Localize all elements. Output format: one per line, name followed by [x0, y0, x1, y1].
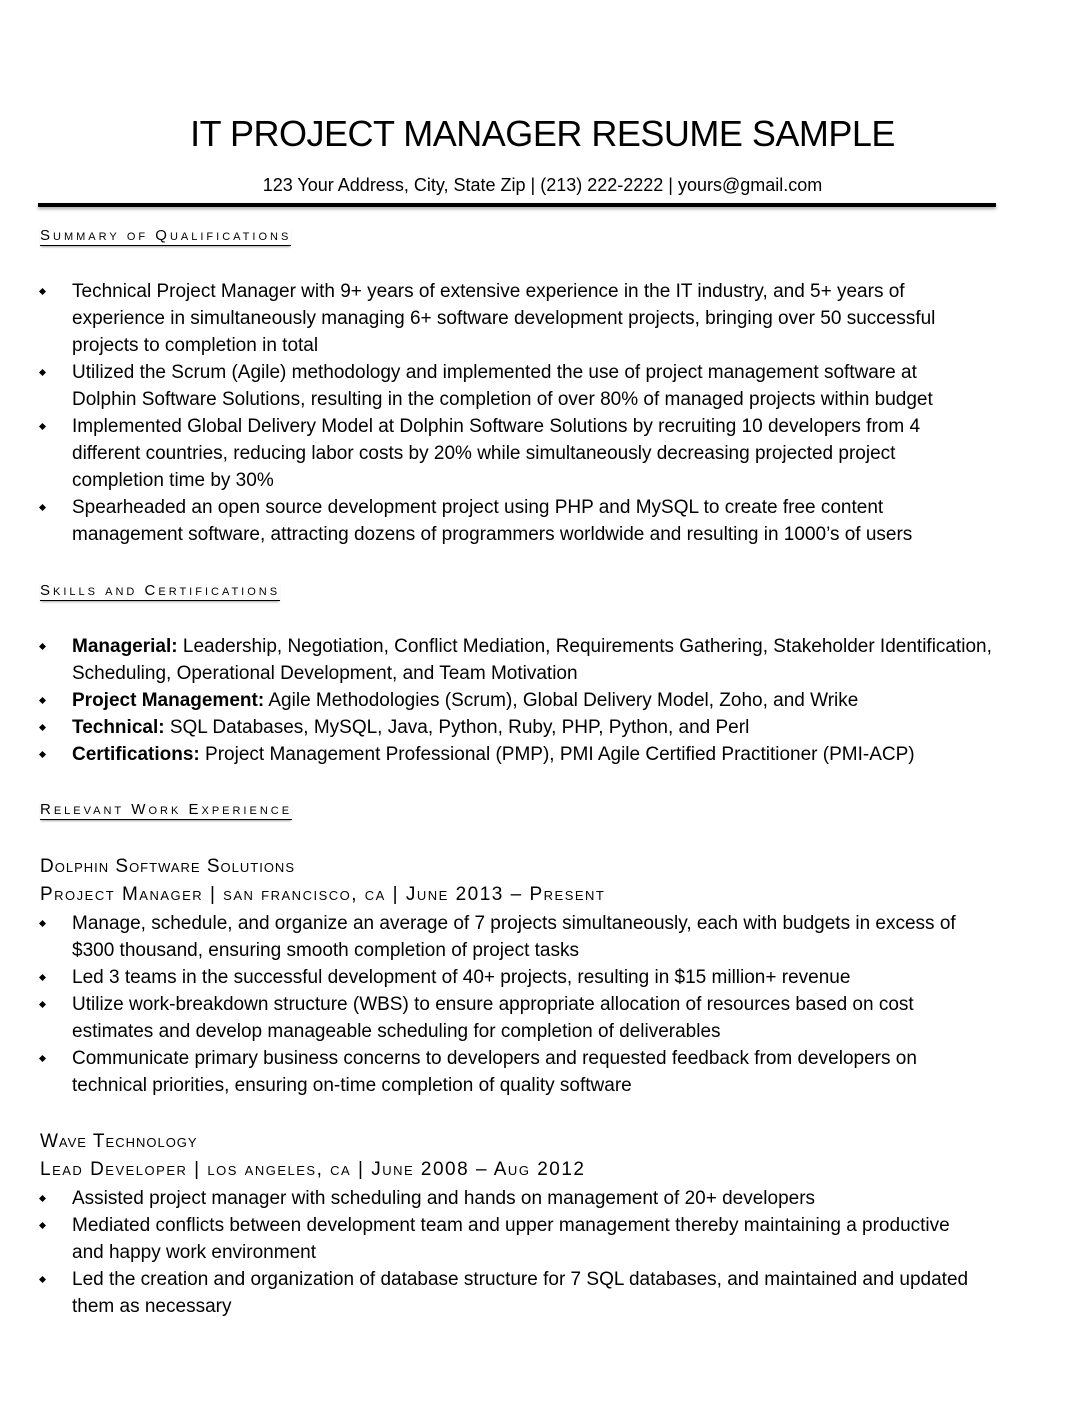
section-heading-experience-text: Relevant Work Experience	[40, 801, 293, 818]
summary-list	[72, 278, 935, 548]
skill-label: Managerial:	[72, 636, 178, 657]
job-role-line: Lead Developer | los angeles, ca | June 2008 – Aug 2012	[40, 1159, 586, 1180]
list-item: Technical Project Manager with 9+ years of extensive experience in the IT industry, and 5+ years of	[72, 278, 935, 305]
diamond-bullet-icon	[39, 920, 46, 927]
diamond-bullet-icon	[39, 1001, 46, 1008]
list-item-continuation: projects to completion in total	[72, 335, 319, 356]
section-heading-skills-text: Skills and Certifications	[40, 582, 281, 599]
list-item-continuation: Scheduling, Operational Development, and Team Motivation	[72, 663, 578, 684]
list-item-continuation: $300 thousand, ensuring smooth completion of project tasks	[72, 940, 579, 961]
section-heading-skills	[40, 581, 280, 601]
list-item: Certifications: Project Management Professional (PMP), PMI Agile Certified Practitioner (PMI-ACP)	[72, 741, 992, 768]
skill-label: Project Management:	[72, 690, 265, 711]
skill-label: Certifications:	[72, 744, 200, 765]
list-item-continuation: completion time by 30%	[72, 470, 274, 491]
list-item-continuation: experience in simultaneously managing 6+ software development projects, bringing over 50 successful	[72, 308, 936, 329]
list-item: Technical: SQL Databases, MySQL, Java, Python, Ruby, PHP, Python, and Perl	[72, 714, 992, 741]
list-item-continuation: different countries, reducing labor costs by 20% while simultaneously decreasing projected project	[72, 443, 896, 464]
list-item: Utilize work-breakdown structure (WBS) to ensure appropriate allocation of resources based on cost	[72, 991, 956, 1018]
list-item: Assisted project manager with scheduling and hands on management of 20+ developers	[72, 1185, 968, 1212]
diamond-bullet-icon	[39, 423, 46, 430]
resume-title: IT PROJECT MANAGER RESUME SAMPLE	[190, 113, 895, 154]
list-item: Communicate primary business concerns to developers and requested feedback from developers on	[72, 1045, 956, 1072]
list-item: Mediated conflicts between development team and upper management thereby maintaining a productive	[72, 1212, 968, 1239]
list-item: Manage, schedule, and organize an average of 7 projects simultaneously, each with budgets in excess of	[72, 910, 956, 937]
section-heading-experience	[40, 800, 292, 820]
company-name: Wave Technology	[40, 1131, 198, 1152]
diamond-bullet-icon	[39, 288, 46, 295]
diamond-bullet-icon	[39, 697, 46, 704]
diamond-bullet-icon	[39, 504, 46, 511]
list-item: Managerial: Leadership, Negotiation, Conflict Mediation, Requirements Gathering, Stakeholder Identification,	[72, 633, 992, 660]
list-item: Led 3 teams in the successful development of 40+ projects, resulting in $15 million+ revenue	[72, 964, 956, 991]
section-heading-summary-text: Summary of Qualifications	[40, 227, 292, 244]
list-item: Implemented Global Delivery Model at Dolphin Software Solutions by recruiting 10 developers from 4	[72, 413, 935, 440]
diamond-bullet-icon	[39, 724, 46, 731]
list-item-continuation: management software, attracting dozens of programmers worldwide and resulting in 1000’s of users	[72, 524, 913, 545]
diamond-bullet-icon	[39, 369, 46, 376]
skill-label: Technical:	[72, 717, 165, 738]
diamond-bullet-icon	[39, 1195, 46, 1202]
list-item: Led the creation and organization of database structure for 7 SQL databases, and maintained and updated	[72, 1266, 968, 1293]
list-item: Utilized the Scrum (Agile) methodology and implemented the use of project management software at	[72, 359, 935, 386]
diamond-bullet-icon	[39, 643, 46, 650]
list-item: Spearheaded an open source development project using PHP and MySQL to create free content	[72, 494, 935, 521]
diamond-bullet-icon	[39, 751, 46, 758]
job-duties-list	[72, 1185, 968, 1320]
list-item-continuation: and happy work environment	[72, 1242, 316, 1263]
list-item-continuation: technical priorities, ensuring on-time completion of quality software	[72, 1075, 632, 1096]
contact-info: 123 Your Address, City, State Zip | (213) 222-2222 | yours@gmail.com	[262, 175, 823, 195]
job-duties-list	[72, 910, 956, 1099]
list-item-continuation: them as necessary	[72, 1296, 232, 1317]
diamond-bullet-icon	[39, 1276, 46, 1283]
list-item-continuation: estimates and develop manageable scheduling for completion of deliverables	[72, 1021, 721, 1042]
job-role-line: Project Manager | san francisco, ca | June 2013 – Present	[40, 884, 606, 905]
header-divider	[38, 203, 996, 207]
company-name: Dolphin Software Solutions	[40, 856, 295, 877]
diamond-bullet-icon	[39, 974, 46, 981]
diamond-bullet-icon	[39, 1055, 46, 1062]
section-heading-summary	[40, 226, 291, 246]
diamond-bullet-icon	[39, 1222, 46, 1229]
list-item-continuation: Dolphin Software Solutions, resulting in the completion of over 80% of managed projects within budget	[72, 389, 933, 410]
skills-list	[72, 633, 992, 768]
list-item: Project Management: Agile Methodologies (Scrum), Global Delivery Model, Zoho, and Wrike	[72, 687, 992, 714]
